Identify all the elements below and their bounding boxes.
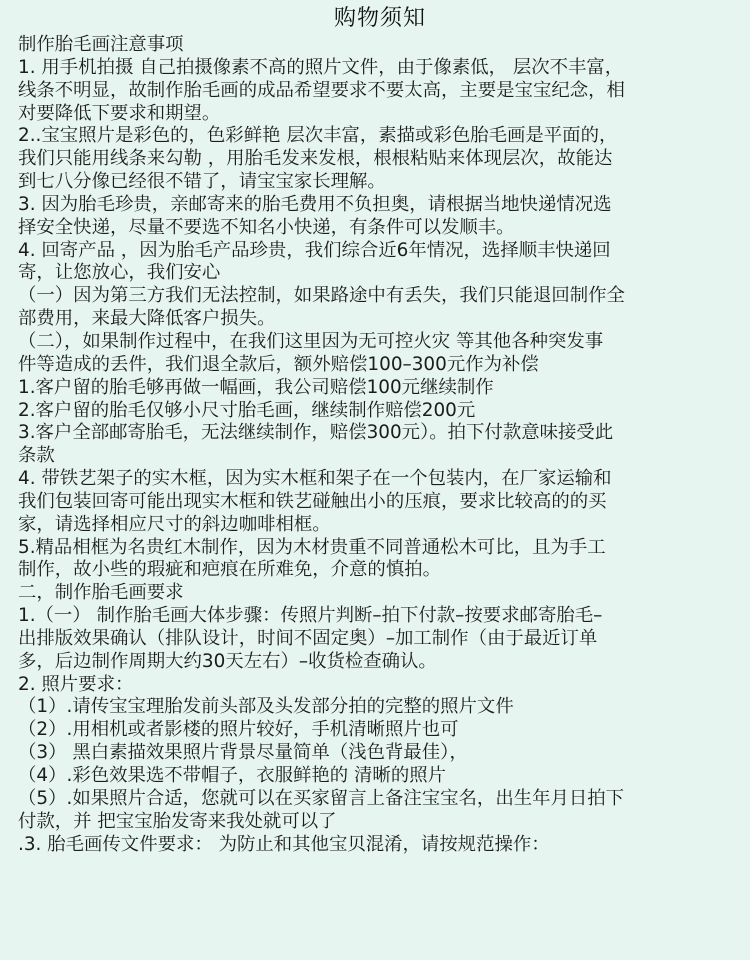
notice-line: 对要降低下要求和期望。 [18,102,221,124]
notice-line: （5）.如果照片合适，您就可以在买家留言上备注宝宝名，出生年月日拍下 [18,787,625,809]
notice-line: 1.客户留的胎毛够再做一幅画，我公司赔偿100元继续制作 [18,376,494,398]
notice-line: 件等造成的丢件，我们退全款后，额外赔偿100–300元作为补偿 [18,353,539,375]
notice-line: .3. 胎毛画传文件要求： 为防止和其他宝贝混淆，请按规范操作： [18,833,550,855]
notice-line: 线条不明显，故制作胎毛画的成品希望要求不要太高，主要是宝宝纪念，相 [18,79,625,101]
notice-line: 寄，让您放心，我们安心 [18,262,221,284]
notice-line: 条款 [18,445,55,467]
notice-body [18,34,742,856]
notice-line: 4. 带铁艺架子的实木框，因为实木框和架子在一个包装内，在厂家运输和 [18,468,612,490]
notice-line: 部费用，来最大降低客户损失。 [18,308,276,330]
notice-line: 二，制作胎毛画要求 [18,582,184,604]
notice-line: 到七八分像已经很不错了，请宝宝家长理解。 [18,171,386,193]
notice-line: 择安全快递，尽量不要选不知名小快递，有条件可以发顺丰。 [18,216,515,238]
notice-line: 制作，故小些的瑕疵和疤痕在所难免，介意的慎拍。 [18,559,441,581]
notice-line: 2.客户留的胎毛仅够小尺寸胎毛画，继续制作赔偿200元 [18,399,476,421]
notice-line: 5.精品相框为名贵红木制作，因为木材贵重不同普通松木可比，且为手工 [18,536,606,558]
notice-line: （一）因为第三方我们无法控制，如果路途中有丢失，我们只能退回制作全 [18,285,625,307]
notice-line: 1. 用手机拍摄 自己拍摄像素不高的照片文件，由于像素低， 层次不丰富， [18,56,624,78]
notice-line: （2）.用相机或者影楼的照片较好，手机清晰照片也可 [18,719,459,741]
notice-line: 2..宝宝照片是彩色的，色彩鲜艳 层次丰富，素描或彩色胎毛画是平面的， [18,125,618,147]
notice-line: 我们包装回寄可能出现实木框和铁艺碰触出小的压痕，要求比较高的的买 [18,490,607,512]
notice-line: （1）.请传宝宝理胎发前头部及头发部分拍的完整的照片文件 [18,696,514,718]
notice-line: 家，请选择相应尺寸的斜边咖啡相框。 [18,513,331,535]
notice-line: （3） 黑白素描效果照片背景尽量简单（浅色背最佳）， [18,742,468,764]
notice-line: （二），如果制作过程中，在我们这里因为无可控火灾 等其他各种突发事 [18,330,604,352]
page-title: 购物须知 [333,6,426,31]
notice-line: （4）.彩色效果选不带帽子，衣服鲜艳的 清晰的照片 [18,765,446,786]
notice-line: 3.客户全部邮寄胎毛，无法继续制作，赔偿300元）。拍下付款意味接受此 [18,422,614,444]
notice-line: 我们只能用线条来勾勒 ，用胎毛发来发根，根根粘贴来体现层次，故能达 [18,148,613,170]
notice-line: 制作胎毛画注意事项 [18,34,184,55]
notice-line: 出排版效果确认（排队设计，时间不固定奥）–加工制作（由于最近订单 [18,627,598,649]
notice-line: 付款，并 把宝宝胎发寄来我处就可以了 [18,810,337,832]
notice-line: 4. 回寄产品 ，因为胎毛产品珍贵，我们综合近6年情况，选择顺丰快递回 [18,239,611,261]
notice-line: 1.（一） 制作胎毛画大体步骤：传照片判断–拍下付款–按要求邮寄胎毛– [18,605,603,627]
notice-line: 多，后边制作周期大约30天左右）–收货检查确认。 [18,650,437,672]
notice-line: 3. 因为胎毛珍贵，亲邮寄来的胎毛费用不负担奥，请根据当地快递情况选 [18,193,612,215]
notice-line: 2. 照片要求： [18,673,134,695]
